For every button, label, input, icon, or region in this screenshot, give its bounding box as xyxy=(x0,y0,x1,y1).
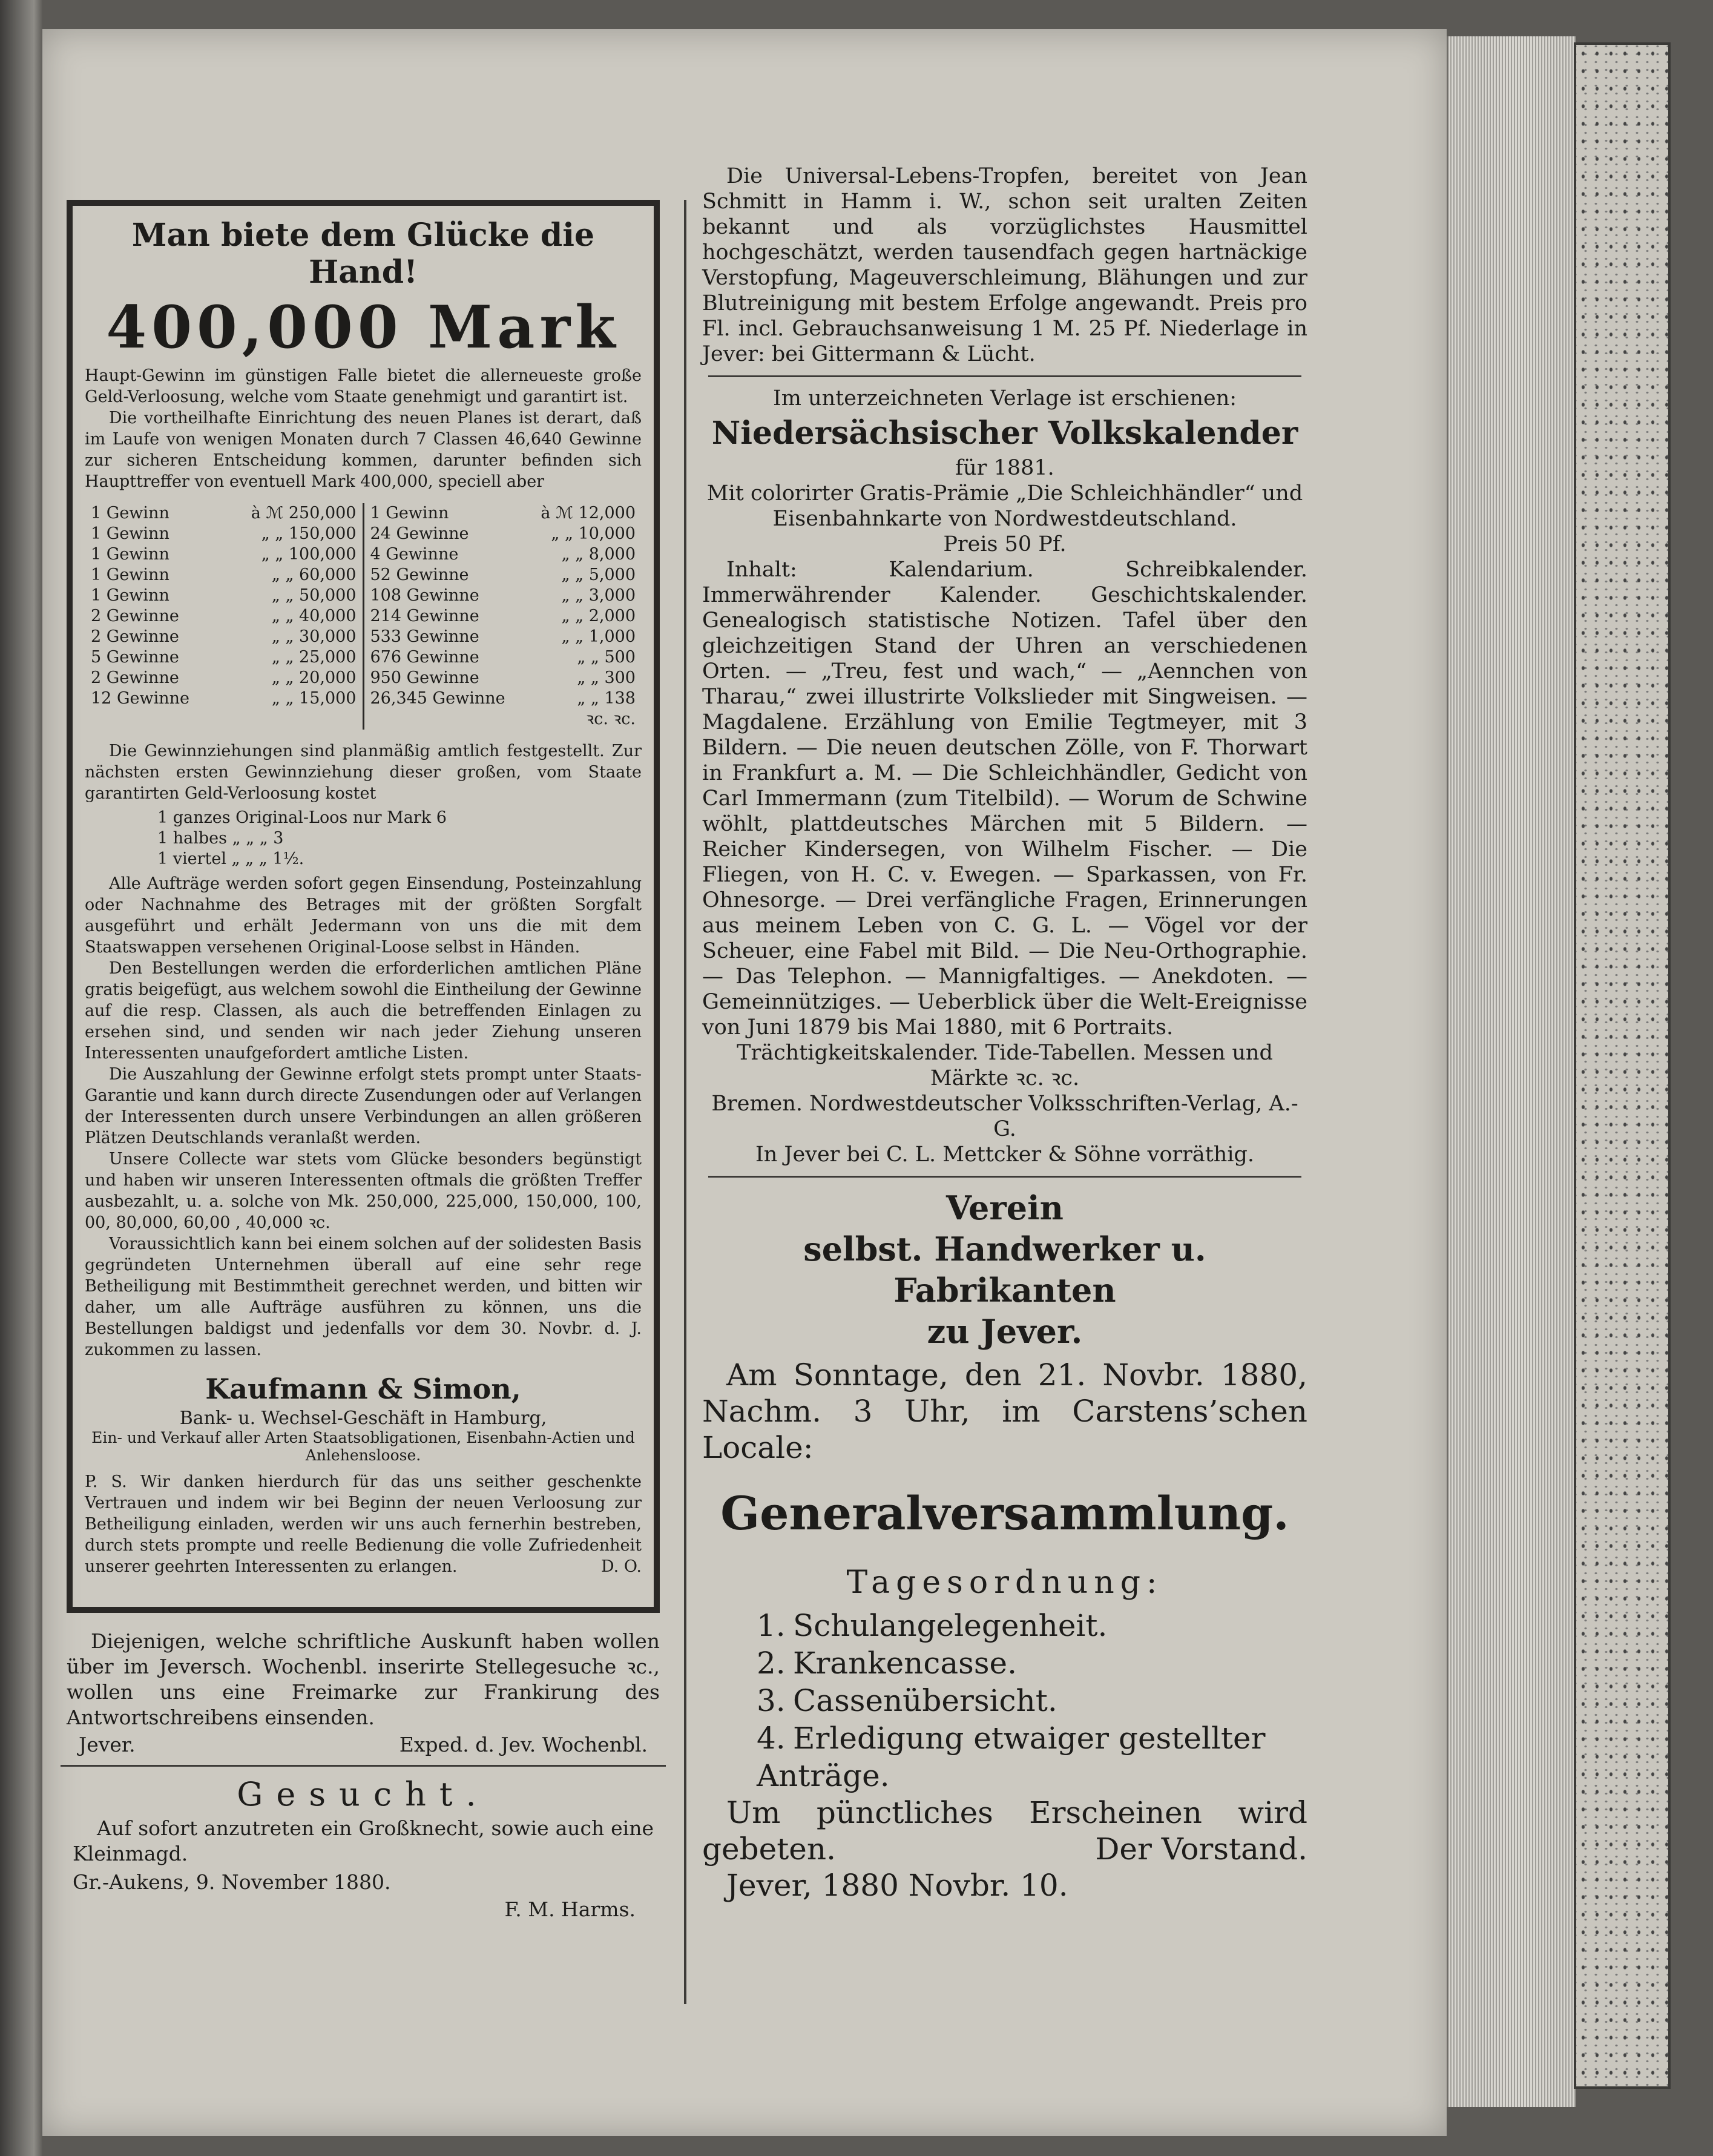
ad-paragraph: Unsere Collecte war stets vom Glücke besonders begünstigt und haben wir unseren Interessenten oftmals die größten Treffer ausbezahlt, u. a. solche von Mk. 250,000, 225,000, 150,000, 100, 00, 80,000, 60,00 , 40,000 ꝛc. xyxy=(85,1150,642,1232)
ad-amount: 400,000 Mark xyxy=(106,293,620,361)
column-divider xyxy=(684,200,686,2004)
verein-line: selbst. Handwerker u. Fabrikanten xyxy=(803,1230,1206,1310)
prize-table xyxy=(85,503,642,730)
closing-request: Um pünctliches Erscheinen wird gebeten. xyxy=(702,1795,1307,1867)
firm-services: Ein- und Verkauf aller Arten Staatsobligationen, Eisenbahn-Actien und Anlehensloose. xyxy=(91,1429,635,1464)
ad-paragraph: Haupt-Gewinn im günstigen Falle bietet die allerneueste große Geld-Verloosung, welche vom Staate genehmigt und garantirt ist. xyxy=(85,366,642,406)
prize-count: 2 Gewinne xyxy=(91,607,179,625)
prize-row xyxy=(91,688,357,709)
firm-name: Kaufmann & Simon, xyxy=(205,1373,521,1405)
prize-row xyxy=(370,709,636,730)
gesucht-signature: F. M. Harms. xyxy=(504,1897,636,1921)
prize-row xyxy=(91,668,357,688)
generalversammlung-title: Generalversammlung. xyxy=(720,1486,1289,1540)
prize-count: 1 Gewinn xyxy=(91,586,169,605)
right-column xyxy=(702,163,1307,1904)
prize-amount: à ℳ 250,000 xyxy=(251,504,357,523)
postscript-sign: D. O. xyxy=(601,1557,642,1576)
prize-row xyxy=(370,647,636,668)
prize-count: 676 Gewinne xyxy=(370,648,479,667)
prize-amount: „ „ 138 xyxy=(577,689,636,708)
agenda-heading: Tagesordnung: xyxy=(846,1564,1163,1601)
agenda-number: 3. xyxy=(757,1683,786,1718)
verein-line: zu Jever. xyxy=(927,1312,1083,1351)
ticket-price-line: 1 viertel „ „ „ 1½. xyxy=(157,849,304,868)
kalender-title: Niedersächsischer Volkskalender xyxy=(711,415,1298,452)
page-edges xyxy=(1447,36,1576,2107)
prize-row xyxy=(91,503,357,524)
prize-count: 1 Gewinn xyxy=(91,524,169,543)
prize-row xyxy=(370,565,636,585)
ad-paragraph: Die Gewinnziehungen sind planmäßig amtlich festgestellt. Zur nächsten ersten Gewinnziehung dieser großen, vom Staate garantirten Geld-Verloosung kostet xyxy=(85,742,642,803)
ad-paragraph: Alle Aufträge werden sofort gegen Einsendung, Posteinzahlung oder Nachnahme des Betrages mit der größten Sorgfalt ausgeführt und erhält Jedermann von uns die mit dem Staatswappen versehenen Original-Loose selbst in Händen. xyxy=(85,874,642,957)
agenda-text: Erledigung etwaiger gestellter Anträge. xyxy=(757,1721,1266,1793)
divider xyxy=(61,1765,666,1767)
agenda-list xyxy=(757,1607,1307,1795)
notice-place: Jever. xyxy=(79,1733,136,1756)
left-column xyxy=(54,200,672,1921)
divider xyxy=(708,1176,1301,1178)
agenda-text: Cassenübersicht. xyxy=(793,1683,1057,1718)
closing-date: Jever, 1880 Novbr. 10. xyxy=(726,1868,1068,1903)
prize-count: 1 Gewinn xyxy=(91,545,169,564)
prize-amount: „ „ 25,000 xyxy=(271,648,357,667)
gesucht-heading: Gesucht. xyxy=(237,1775,490,1813)
closing-text xyxy=(702,1795,1307,1867)
prize-count: 5 Gewinne xyxy=(91,648,179,667)
prize-row xyxy=(91,544,357,565)
prize-count: 12 Gewinne xyxy=(91,689,189,708)
prize-count: 1 Gewinn xyxy=(91,565,169,584)
kalender-seller: In Jever bei C. L. Mettcker & Söhne vorräthig. xyxy=(755,1142,1255,1167)
divider xyxy=(708,375,1301,377)
prize-amount: „ „ 2,000 xyxy=(561,607,636,625)
agenda-item xyxy=(757,1607,1307,1644)
prize-row xyxy=(370,544,636,565)
ticket-price-line: 1 halbes „ „ „ 3 xyxy=(157,829,284,848)
prize-count: 24 Gewinne xyxy=(370,524,469,543)
prize-amount: „ „ 10,000 xyxy=(551,524,636,543)
prize-count: 1 Gewinn xyxy=(370,504,449,523)
verein-line: Verein xyxy=(946,1188,1064,1227)
kalender-publisher: Bremen. Nordwestdeutscher Volksschriften-Verlag, A.-G. xyxy=(711,1092,1298,1141)
prize-row xyxy=(91,524,357,544)
kalender-extra: Trächtigkeitskalender. Tide-Tabellen. Messen und Märkte ꝛc. ꝛc. xyxy=(737,1041,1273,1090)
kalender-contents: Inhalt: Kalendarium. Schreibkalender. Immerwährender Kalender. Geschichtskalender. Genealogisch statistische Notizen. Tafel über den gleichzeitigen Stand der Uhren an verschiedenen Orten. — „Treu, fest und wach,“ — „Aennchen von Tharau,“ zwei illustrirte Volkslieder mit Singweisen. — Magdalene. Erzählung von Emilie Tegtmeyer, mit 3 Bildern. — Die neuen deutschen Zölle, von F. Thorwart in Frankfurt a. M. — Die Schleichhändler, Gedicht von Carl Immermann (zum Titelbild). — Worum de Schwine wöhlt, plattdeutsches Märchen mit 5 Bildern. — Reicher Kindersegen, von Wilhelm Fischer. — Die Fliegen, von H. C. v. Ewegen. — Sparkassen, von Fr. Ohnesorge. — Drei verfängliche Fragen, Erinnerungen aus meinem Leben von C. G. L. — Vögel vor der Scheuer, eine Fabel mit Bild. — Die Neu-Orthographie. — Das Telephon. — Mannigfaltiges. — Anekdoten. — Gemeinnütziges. — Ueberblick über die Welt-Ereignisse von Juni 1879 bis Mai 1880, mit 6 Portraits. xyxy=(702,558,1307,1040)
notice-signature xyxy=(79,1733,648,1756)
prize-row xyxy=(370,668,636,688)
ad-paragraph: Den Bestellungen werden die erforderlichen amtlichen Pläne gratis beigefügt, aus welchem sowohl die Eintheilung der Gewinne auf die resp. Classen, als auch die betreffenden Einlagen zu ersehen sind, und senden wir nach jeder Ziehung unseren Interessenten unaufgefordert amtliche Listen. xyxy=(85,959,642,1063)
prize-count: 108 Gewinne xyxy=(370,586,479,605)
expedition-notice: Diejenigen, welche schriftliche Auskunft haben wollen über im Jeversch. Wochenbl. inserirte Stellegesuche ꝛc., wollen uns eine Freimarke zur Frankirung des Antwortschreibens einsenden. xyxy=(67,1629,660,1729)
prize-row xyxy=(91,627,357,647)
kalender-price: Preis 50 Pf. xyxy=(943,532,1067,556)
prize-row xyxy=(370,627,636,647)
prize-count: 2 Gewinne xyxy=(91,627,179,646)
prize-amount: „ „ 1,000 xyxy=(561,627,636,646)
prize-count: 26,345 Gewinne xyxy=(370,689,505,708)
agenda-item xyxy=(757,1682,1307,1719)
prize-row xyxy=(91,585,357,606)
postscript xyxy=(85,1471,642,1577)
agenda-item xyxy=(757,1719,1307,1795)
prize-count: 52 Gewinne xyxy=(370,565,469,584)
ad-paragraph: Die Auszahlung der Gewinne erfolgt stets prompt unter Staats-Garantie und kann durch directe Zusendungen oder auf Verlangen der Interessenten durch unsere Verbindungen an allen größeren Plätzen Deutschlands veranlaßt werden. xyxy=(85,1065,642,1147)
kalender-year: für 1881. xyxy=(955,456,1054,480)
prize-amount: „ „ 500 xyxy=(577,648,636,667)
prize-count: 4 Gewinne xyxy=(370,545,459,564)
agenda-number: 2. xyxy=(757,1646,786,1681)
firm-description: Bank- u. Wechsel-Geschäft in Hamburg, xyxy=(179,1408,547,1429)
agenda-number: 1. xyxy=(757,1608,786,1643)
prize-amount: „ „ 15,000 xyxy=(271,689,357,708)
meeting-announcement: Am Sonntage, den 21. Novbr. 1880, Nachm. 3 Uhr, im Carstens’schen Locale: xyxy=(702,1357,1307,1465)
ad-paragraph: Die vortheilhafte Einrichtung des neuen Planes ist derart, daß im Laufe von wenigen Monaten durch 7 Classen 46,640 Gewinne zur sicheren Entscheidung kommen, darunter befinden sich Haupttreffer von eventuell Mark 400,000, speciell aber xyxy=(85,409,642,491)
agenda-text: Krankencasse. xyxy=(793,1646,1017,1681)
kalender-praemie: Mit colorirter Gratis-Prämie „Die Schleichhändler“ und Eisenbahnkarte von Nordwestdeutschland. xyxy=(706,481,1303,531)
gesucht-text: Auf sofort anzutreten ein Großknecht, sowie auch eine Kleinmagd. xyxy=(73,1816,654,1865)
prize-amount: „ „ 20,000 xyxy=(271,668,357,687)
gesucht-place-date: Gr.-Aukens, 9. November 1880. xyxy=(73,1870,391,1894)
prize-count: 950 Gewinne xyxy=(370,668,479,687)
prize-row xyxy=(370,524,636,544)
prize-amount: „ „ 50,000 xyxy=(271,586,357,605)
verlag-intro: Im unterzeichneten Verlage ist erschienen: xyxy=(772,386,1237,410)
prize-amount: „ „ 30,000 xyxy=(271,627,357,646)
agenda-item xyxy=(757,1644,1307,1682)
prize-amount: „ „ 40,000 xyxy=(271,607,357,625)
prize-amount: „ „ 60,000 xyxy=(271,565,357,584)
prize-row xyxy=(370,585,636,606)
prize-amount: „ „ 100,000 xyxy=(261,545,357,564)
ticket-prices xyxy=(157,808,642,869)
prize-amount: ꝛc. ꝛc. xyxy=(586,710,636,728)
closing-sign: Der Vorstand. xyxy=(1095,1831,1307,1867)
prize-count: 214 Gewinne xyxy=(370,607,479,625)
prize-amount: „ „ 5,000 xyxy=(561,565,636,584)
prize-amount: „ „ 3,000 xyxy=(561,586,636,605)
book-binding-left xyxy=(0,0,42,2156)
verein-heading xyxy=(702,1187,1307,1352)
prize-count: 533 Gewinne xyxy=(370,627,479,646)
ticket-price-line: 1 ganzes Original-Loos nur Mark 6 xyxy=(157,808,447,827)
prize-count: 1 Gewinn xyxy=(91,504,169,523)
prize-amount: „ „ 150,000 xyxy=(261,524,357,543)
prize-row xyxy=(370,503,636,524)
ad-headline: Man biete dem Glücke die Hand! xyxy=(131,217,595,291)
lottery-advertisement xyxy=(67,200,660,1613)
prize-row xyxy=(91,647,357,668)
prize-count: 2 Gewinne xyxy=(91,668,179,687)
agenda-number: 4. xyxy=(757,1721,786,1756)
prize-table-left xyxy=(85,503,364,730)
notice-sign: Exped. d. Jev. Wochenbl. xyxy=(399,1733,648,1756)
prize-table-right xyxy=(364,503,642,730)
prize-amount: à ℳ 12,000 xyxy=(541,504,636,523)
tropfen-advertisement: Die Universal-Lebens-Tropfen, bereitet von Jean Schmitt in Hamm i. W., schon seit uralten Zeiten bekannt und als vorzüglichstes Hausmittel hochgeschätzt, werden tausendfach gegen hartnäckige Verstopfung, Mageuverschleimung, Blähungen und zur Blutreinigung mit bestem Erfolge angewandt. Preis pro Fl. incl. Gebrauchsanweisung 1 M. 25 Pf. Niederlage in Jever: bei Gittermann & Lücht. xyxy=(702,164,1307,366)
prize-row xyxy=(370,606,636,627)
prize-amount: „ „ 300 xyxy=(577,668,636,687)
ad-paragraph: Voraussichtlich kann bei einem solchen auf der solidesten Basis gegründeten Unternehmen überall auf eine sehr rege Betheiligung mit Bestimmtheit gerechnet werden, und bitten wir daher, um alle Aufträge ausführen zu können, uns die Bestellungen baldigst und jedenfalls vor dem 30. Novbr. d. J. zukommen zu lassen. xyxy=(85,1235,642,1359)
agenda-text: Schulangelegenheit. xyxy=(793,1608,1108,1643)
prize-row xyxy=(91,565,357,585)
postscript-text: P. S. Wir danken hierdurch für das uns seither geschenkte Vertrauen und indem wir bei Beginn der neuen Verloosung zur Betheiligung einladen, werden wir uns auch fernerhin bestreben, durch stets prompte und reelle Bedienung die volle Zufriedenheit unserer geehrten Interessenten zu erlangen. xyxy=(85,1472,642,1576)
prize-amount: „ „ 8,000 xyxy=(561,545,636,564)
prize-row xyxy=(370,688,636,709)
book-cover xyxy=(1574,42,1671,2089)
prize-row xyxy=(91,606,357,627)
